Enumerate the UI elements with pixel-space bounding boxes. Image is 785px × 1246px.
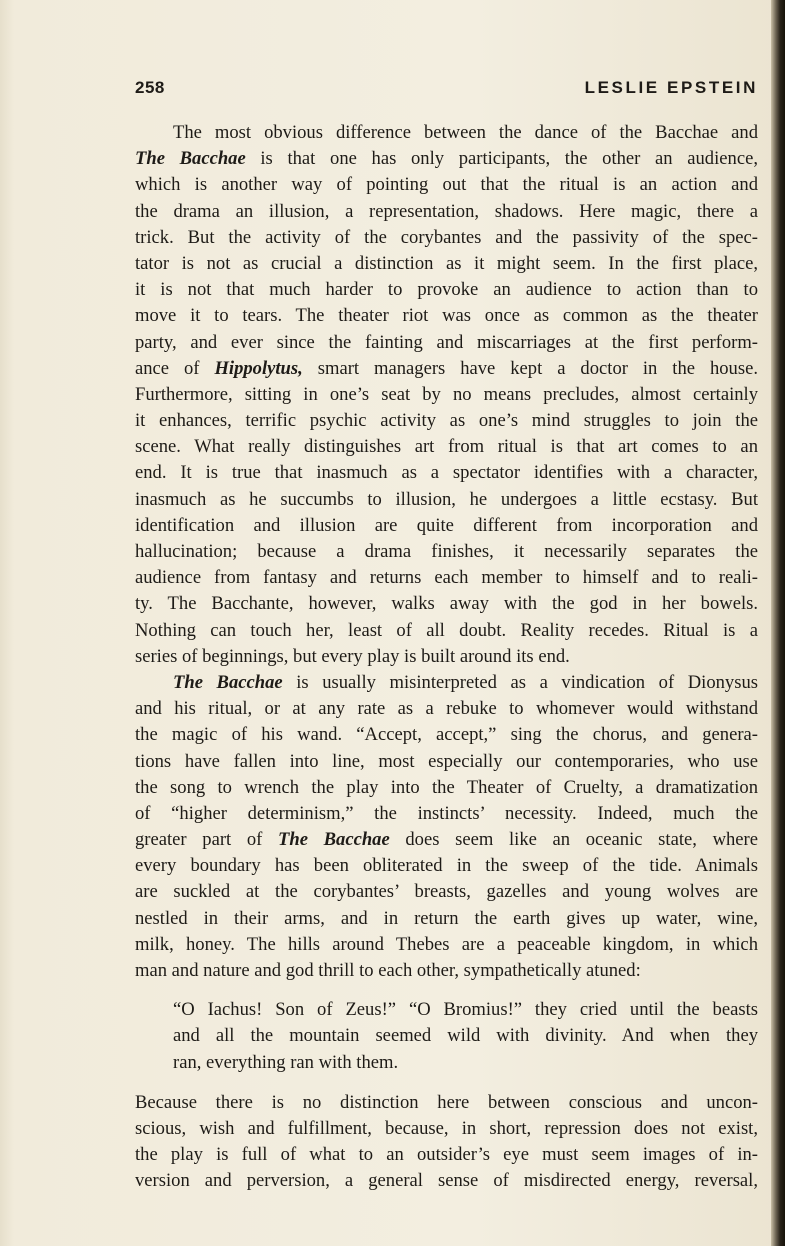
text-line [135,1090,758,1116]
text-run: the magic of his wand. “Accept, accept,” sing the chorus, and genera- [135,724,758,746]
text-run: ance of [135,357,215,379]
spacer [135,984,758,997]
text-line [135,356,758,382]
text-run: man and nature and god thrill to each other, sympathetically atuned: [135,960,641,981]
text-run: trick. But the activity of the corybantes and the passivity of the spec- [135,226,758,248]
text-line [135,251,758,277]
text-line [135,120,758,146]
text-run: milk, honey. The hills around Thebes are a peaceable kingdom, in which [135,933,758,955]
paragraph-2 [135,670,758,984]
text-run: ran, everything ran with them. [173,1051,399,1073]
text-run: scene. What really distinguishes art from ritual is that art comes to an [135,436,758,458]
text-line [135,932,758,958]
text-line [135,775,758,801]
text-run: version and perversion, a general sense of misdirected energy, reversal, [135,1170,758,1192]
text-run: nestled in their arms, and in return the earth gives up water, wine, [135,907,758,929]
text-run: hallucination; because a drama finishes, it necessarily separates the [135,541,758,562]
body-text [135,120,758,1195]
text-run: of “higher determinism,” the instincts’ necessity. Indeed, much the [135,802,758,824]
text-line [135,199,758,225]
text-run: it enhances, terrific psychic activity as one’s mind struggles to join the [135,410,758,432]
text-run: is usually misinterpreted as a vindication of Dionysus [282,671,758,693]
text-line [135,696,758,722]
text-run: it is not that much harder to provoke an audience to action than to [135,279,758,301]
italic-title: Hippolytus, [214,357,303,379]
text-line [135,434,758,460]
text-line [135,1168,758,1194]
paragraph-3 [135,1090,758,1195]
text-line [135,1050,758,1076]
book-spine-shadow [771,0,785,1246]
text-line [135,382,758,408]
text-line [135,644,758,670]
text-line [135,225,758,251]
text-line [135,330,758,356]
text-run: The most obvious difference between the dance of the Bacchae and [173,122,758,143]
text-line [135,172,758,198]
text-run: scious, wish and fulfillment, because, in short, repression does not exist, [135,1117,758,1139]
text-line [135,408,758,434]
text-run: the song to wrench the play into the Theater of Cruelty, a dramatization [135,776,758,798]
text-run: does seem like an oceanic state, where [389,829,758,851]
italic-title: The Bacchae [173,671,283,693]
text-line [135,303,758,329]
text-run: Furthermore, sitting in one’s seat by no means precludes, almost certainly [135,383,758,405]
running-head-author: LESLIE EPSTEIN [584,78,758,97]
text-run: identification and illusion are quite different from incorporation and [135,514,758,536]
page-header [135,76,758,100]
text-run: audience from fantasy and returns each member to himself and to reali- [135,567,758,589]
text-line [135,801,758,827]
spacer [135,1076,758,1090]
text-run: ty. The Bacchante, however, walks away with the god in her bowels. [135,593,758,615]
text-run: every boundary has been obliterated in the sweep of the tide. Animals [135,855,758,877]
text-line [135,853,758,879]
text-line [135,997,758,1023]
text-run: party, and ever since the fainting and miscarriages at the first perform- [135,331,758,353]
text-line [135,277,758,303]
text-line [135,539,758,565]
text-line [135,906,758,932]
text-run: and his ritual, or at any rate as a rebuke to whomever would withstand [135,698,758,720]
text-run: which is another way of pointing out that the ritual is an action and [135,174,758,196]
italic-title: The Bacchae [135,148,246,170]
text-run: the play is full of what to an outsider’s eye must seem images of in- [135,1144,758,1166]
text-line [135,827,758,853]
text-run: move it to tears. The theater riot was once as common as the theater [135,305,758,327]
text-run: Because there is no distinction here between conscious and uncon- [135,1091,758,1113]
text-line [135,513,758,539]
text-line [135,1142,758,1168]
text-run: end. It is true that inasmuch as a spectator identifies with a character, [135,462,758,484]
text-line [135,670,758,696]
text-run: “O Iachus! Son of Zeus!” “O Bromius!” they cried until the beasts [173,999,758,1021]
text-run: tator is not as crucial a distinction as it might seem. In the first place, [135,252,758,274]
text-line [135,460,758,486]
text-run: series of beginnings, but every play is built around its end. [135,645,570,667]
text-line [135,958,758,984]
paragraph-1 [135,120,758,670]
text-run: inasmuch as he succumbs to illusion, he undergoes a little ecstasy. But [135,488,758,510]
text-run: Nothing can touch her, least of all doubt. Reality recedes. Ritual is a [135,619,758,641]
text-run: the drama an illusion, a representation, shadows. Here magic, there a [135,200,758,222]
text-line [135,591,758,617]
text-run: are suckled at the corybantes’ breasts, gazelles and young wolves are [135,881,758,903]
italic-title: The Bacchae [278,829,390,851]
text-line [135,749,758,775]
block-quote [135,997,758,1076]
text-line [135,879,758,905]
text-run: smart managers have kept a doctor in the house. [302,357,758,379]
text-line [135,565,758,591]
text-line [135,618,758,644]
text-run: and all the mountain seemed wild with divinity. And when they [173,1025,758,1047]
text-line [135,1116,758,1142]
text-line [135,722,758,748]
page-number: 258 [135,78,165,97]
text-run: is that one has only participants, the other an audience, [245,148,758,170]
text-line [135,146,758,172]
text-line [135,487,758,513]
text-run: greater part of [135,829,278,851]
text-run: tions have fallen into line, most especially our contemporaries, who use [135,750,758,772]
text-line [135,1023,758,1049]
